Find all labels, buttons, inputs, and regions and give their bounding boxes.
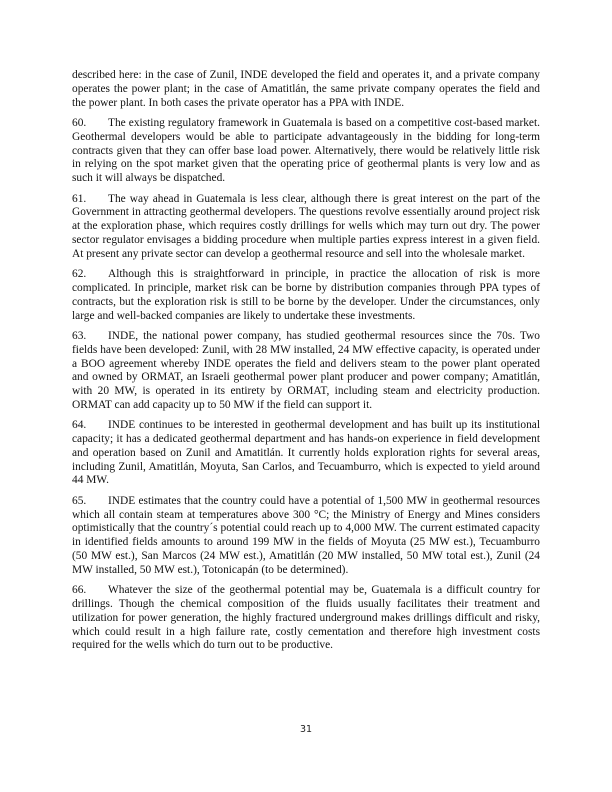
paragraph-65 [72, 495, 540, 578]
paragraph-number: 66. [72, 584, 87, 597]
paragraph-62 [72, 268, 540, 323]
paragraph-64 [72, 419, 540, 488]
paragraph-number: 60. [72, 116, 87, 129]
paragraph-text: INDE continues to be interested in geothermal development and has built up its institutional capacity; it has a dedicated geothermal department and has hands-on experience in field development and operation based on Zunil and Amatitlán. It currently holds exploration rights for several areas, including Zunil, Amatitlán, Moyuta, San Carlos, and Tecuamburro, which is expected to yield around 44 MW. [72, 419, 540, 487]
paragraph-text: The way ahead in Guatemala is less clear, although there is great interest on the part of the Government in attracting geothermal developers. The questions revolve essentially around project risk at the exploration phase, which requires costly drillings for wells which may turn out dry. The power sector regulator envisages a bidding procedure when multiple parties express interest in a given field. At present any private sector can develop a geothermal resource and sell into the wholesale market. [72, 192, 540, 260]
paragraph-continued [72, 69, 540, 110]
paragraph-text: Although this is straightforward in principle, in practice the allocation of risk is more complicated. In principle, market risk can be borne by distribution companies through PPA types of contracts, but the exploration risk is still to be borne by the developer. Under the circumstances, only large and well-backed companies are likely to undertake these investments. [72, 268, 540, 322]
paragraph-60 [72, 117, 540, 186]
paragraph-number: 61. [72, 192, 87, 205]
document-body [72, 69, 540, 660]
paragraph-63 [72, 330, 540, 413]
paragraph-text: described here: in the case of Zunil, INDE developed the field and operates it, and a private company operates the power plant; in the case of Amatitlán, the same private company operates the field and the power plant. In both cases the private operator has a PPA with INDE. [72, 69, 540, 109]
paragraph-number: 63. [72, 329, 87, 342]
paragraph-number: 62. [72, 268, 87, 281]
paragraph-text: INDE estimates that the country could have a potential of 1,500 MW in geothermal resources which all contain steam at temperatures above 300 °C; the Ministry of Energy and Mines considers optimistically that the country´s potential could reach up to 4,000 MW. The current estimated capacity in identified fields amounts to around 199 MW in the fields of Moyuta (25 MW est.), Tecuamburro (50 MW est.), San Marcos (24 MW est.), Amatitlán (20 MW installed, 50 MW total est.), Zunil (24 MW installed, 50 MW est.), Totonicapán (to be determined). [72, 494, 540, 576]
paragraph-number: 65. [72, 494, 87, 507]
paragraph-text: INDE, the national power company, has studied geothermal resources since the 70s. Two fields have been developed: Zunil, with 28 MW installed, 24 MW effective capacity, is operated under a BOO agreement whereby INDE operates the field and delivers steam to the power plant operated and owned by ORMAT, an Israeli geothermal power plant producer and power company; Amatitlán, with 20 MW, is operated in its entirety by ORMAT, including steam and electricity production. ORMAT can add capacity up to 50 MW if the field can support it. [72, 329, 540, 411]
paragraph-text: Whatever the size of the geothermal potential may be, Guatemala is a difficult country for drillings. Though the chemical composition of the fluids usually facilitates their treatment and utilization for power generation, the highly fractured underground makes drillings difficult and risky, which could result in a high failure rate, costly cementation and therefore high investment costs required for the wells which do turn out to be productive. [72, 584, 540, 652]
paragraph-61 [72, 193, 540, 262]
paragraph-66 [72, 584, 540, 653]
paragraph-number: 64. [72, 419, 87, 432]
page-number: 31 [299, 724, 313, 735]
paragraph-text: The existing regulatory framework in Guatemala is based on a competitive cost-based market. Geothermal developers would be able to participate advantageously in the bidding for long-term contracts given that they can offer base load power. Alternatively, there would be relatively little risk in relying on the spot market given that the operating price of geothermal plants is very low and as such it will always be dispatched. [72, 116, 540, 185]
